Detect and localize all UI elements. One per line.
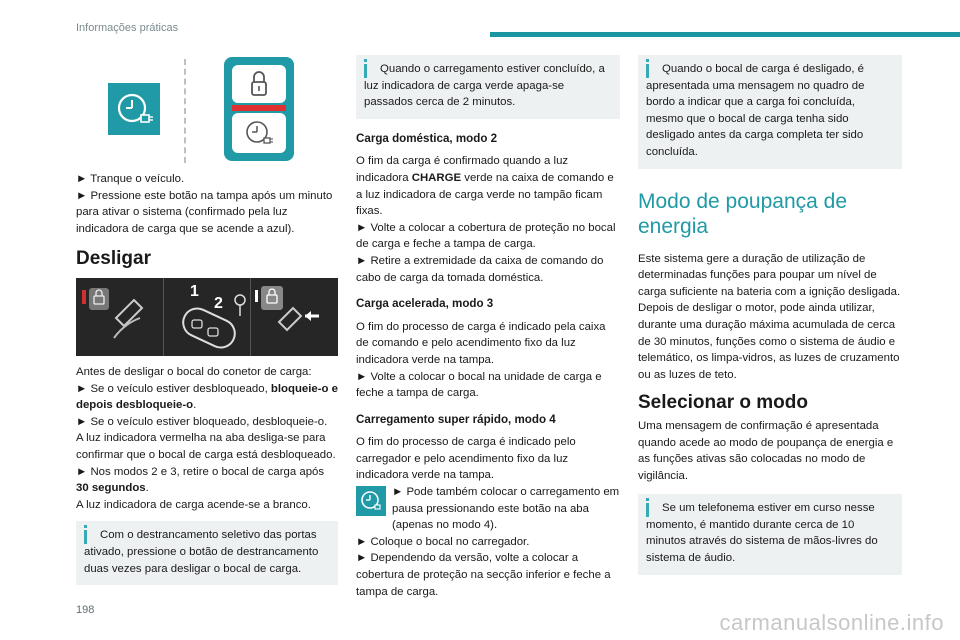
mode4-step-plug: ► Coloque o bocal no carregador. [356, 535, 530, 548]
figure-divider [184, 59, 186, 163]
red-light-info: A luz indicadora vermelha na aba desliga-se para confirmar que o bocal de carga está desbloqueado. [76, 432, 336, 461]
page-number: 198 [76, 604, 95, 616]
charge-timer-figure [76, 55, 338, 165]
column-right [638, 55, 902, 575]
timer-plug-icon [232, 113, 286, 153]
padlock-icon [232, 65, 286, 103]
step-number-2: 2 [213, 294, 223, 312]
unplug-figure-left [76, 278, 164, 356]
mode4-end-info: O fim do processo de carga é indicado pelo carregador e pelo acendimento fixo da luz indicadora verde na tampa. [356, 436, 576, 482]
unplug-figure-right [251, 278, 338, 356]
lock-button [232, 65, 286, 103]
unplug-intro: Antes de desligar o bocal do conetor de carga: [76, 365, 312, 378]
select-mode-text: Uma mensagem de confirmação é apresentada quando acede ao modo de poupança de energia e as funções ativas são colocadas no modo de vigilância. [638, 419, 894, 482]
heading-mode4: Carregamento super rápido, modo 4 [356, 412, 556, 426]
white-light-info: A luz indicadora de carga acende-se a branco. [76, 498, 311, 511]
mode4-step-cover: ► Dependendo da versão, volte a colocar a cobertura de proteção na secção inferior e feche a tampa de carga. [356, 552, 611, 598]
mode4-pause-step: ► Pode também colocar o carregamento em pausa pressionando este botão na aba (apenas no modo 4). [356, 484, 620, 534]
info-note-disconnected: Quando o bocal de carga é desligado, é apresentada uma mensagem no quadro de bordo a indicar que a carga foi concluída, mesmo que o bocal de carga tenha sido desligado antes da carga completa ter sido concluída. [638, 55, 902, 169]
step-unlocked-vehicle: ► Se o veículo estiver desbloqueado, bloqueie-o e depois desbloqueie-o. [76, 382, 339, 412]
info-note-phone-call: Se um telefonema estiver em curso nesse momento, é mantido durante cerca de 10 minutos através do sistema de mãos-livres do sistema de áudio. [638, 494, 902, 574]
mode2-end-info: O fim da carga é confirmado quando a luz indicadora CHARGE verde na caixa de comando e a luz indicadora de carga verde no tampão ficam fixas. [356, 155, 614, 218]
energy-saving-text: Este sistema gere a duração de utilização de determinadas funções para poupar um nível de carga suficiente na bateria com a ignição desligada. Depois de desligar o motor, pode ainda utilizar, durante uma duração máxima acumulada de cerca de 30 minutos, funções como o sistema de áudio e telemático, os limpa-vidros, as luzes de cruzamento ou as luzes de teto. [638, 252, 901, 381]
heading-desligar: Desligar [76, 248, 151, 270]
unplug-figure [76, 278, 338, 356]
info-icon [84, 530, 87, 544]
mode3-end-info: O fim do processo de carga é indicado pela caixa de comando e pelo acendimento fixo da luz indicadora verde na tampa. [356, 320, 606, 366]
mode3-step: ► Volte a colocar o bocal na unidade de carga e feche a tampa de carga. [356, 370, 602, 400]
column-middle [356, 55, 620, 600]
header-accent-bar [490, 32, 960, 37]
unplug-figure-key [164, 278, 252, 356]
info-note-charge-complete: Quando o carregamento estiver concluído, a luz indicadora de carga verde apaga-se passados cerca de 2 minutos. [356, 55, 620, 119]
watermark: carmanualsonline.info [719, 610, 944, 635]
step-activate-system: ► Pressione este botão na tampa após um minuto para ativar o sistema (confirmado pela luz indicadora de carga que se acende a azul). [76, 189, 333, 235]
mode2-step-remove: ► Retire a extremidade da caixa de comando do cabo de carga da tomada doméstica. [356, 254, 604, 284]
info-icon [364, 64, 367, 78]
step-number-1: 1 [189, 282, 199, 300]
heading-mode2: Carga doméstica, modo 2 [356, 131, 498, 145]
step-lock-vehicle: ► Tranque o veículo. [76, 173, 185, 185]
red-indicator-strip [232, 105, 286, 111]
heading-select-mode: Selecionar o modo [638, 392, 808, 414]
info-icon [646, 64, 649, 78]
charge-timer-icon [356, 486, 386, 516]
column-left [76, 55, 338, 585]
heading-energy-saving: Modo de poupança de energia [638, 189, 848, 238]
step-locked-vehicle: ► Se o veículo estiver bloqueado, desbloqueie-o. [76, 415, 328, 428]
step-remove-connector: ► Nos modos 2 e 3, retire o bocal de carga após 30 segundos. [76, 465, 325, 495]
charge-timer-icon [108, 83, 160, 135]
mode2-step-cover: ► Volte a colocar a cobertura de proteção no bocal de carga e feche a tampa de carga. [356, 221, 616, 251]
charge-flap-panel [224, 57, 294, 161]
running-header: Informações práticas [76, 22, 179, 34]
info-icon [646, 503, 649, 517]
info-note-selective-unlock: Com o destrancamento seletivo das portas ativado, pressione o botão de destrancamento duas vezes para desligar o bocal de carga. [76, 521, 338, 585]
charge-timer-button [232, 113, 286, 153]
heading-mode3: Carga acelerada, modo 3 [356, 297, 494, 311]
